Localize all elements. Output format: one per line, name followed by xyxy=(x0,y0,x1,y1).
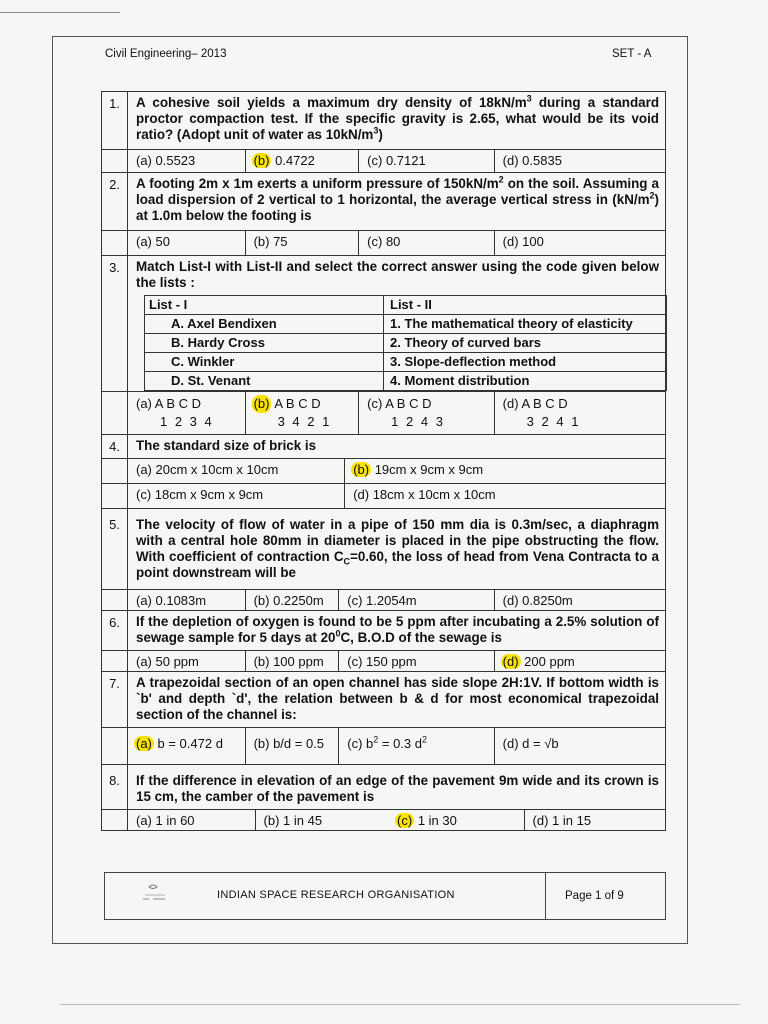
option-a: (a) A B C D 1 2 3 4 xyxy=(128,392,246,434)
question-text: The velocity of flow of water in a pipe of 150 mm dia is 0.3m/sec, a diaphragm with a central hole 80mm in diameter is placed in the pipe obstructing the flow. With coefficient of contraction $C_C=0.60$, the loss of head from Vena Contracta to a point downstream will be xyxy=(128,509,666,590)
option-b: (b) 0.4722 xyxy=(246,150,360,172)
page-number: Page 1 of 9 xyxy=(565,890,624,902)
option-a: (a) b = 0.472 d xyxy=(128,728,246,764)
answer-highlight: (c) xyxy=(397,813,413,828)
header-subject: Civil Engineering– 2013 xyxy=(105,48,227,60)
option-c: (c) 1.2054m xyxy=(339,590,494,610)
question-7 xyxy=(102,672,666,728)
option-c: (c) 0.7121 xyxy=(359,150,495,172)
answer-highlight: (b) xyxy=(253,153,270,168)
question-5 xyxy=(102,509,666,590)
question-number: 6. xyxy=(102,611,128,651)
option-a: (a) 20cm x 10cm x 10cm xyxy=(128,459,345,483)
list-2-item: 3. Slope-deflection method xyxy=(384,353,667,372)
question-number: 5. xyxy=(102,509,128,590)
question-6 xyxy=(102,611,666,651)
option-c: (c) 18cm x 9cm x 9cm xyxy=(128,484,345,508)
list-1-item: A. Axel Bendixen xyxy=(145,315,384,334)
option-a: (a) 1 in 60 xyxy=(128,810,256,830)
answer-highlight: (a) xyxy=(136,736,152,751)
question-4-options-row-2 xyxy=(102,484,666,509)
question-number: 1. xyxy=(102,92,128,150)
option-b: (b) 19cm x 9cm x 9cm xyxy=(353,462,484,477)
question-5-options xyxy=(102,590,666,611)
list-2-item: 1. The mathematical theory of elasticity xyxy=(384,315,667,334)
question-text: If the depletion of oxygen is found to be 5 ppm after incubating a 2.5% solution of sewage sample for 5 days at $20^0C$, B.O.D of the sewage is xyxy=(128,611,666,651)
scan-artifact-line xyxy=(60,1004,740,1005)
option-a: (a) 0.1083m xyxy=(128,590,246,610)
list-2-heading: List - II xyxy=(384,296,667,315)
option-a: (a) 0.5523 xyxy=(128,150,246,172)
option-b: (b) 100 ppm xyxy=(246,651,340,671)
option-d: (d) 0.5835 xyxy=(502,153,562,168)
question-6-options xyxy=(102,651,666,672)
question-text: The standard size of brick is xyxy=(128,435,666,459)
option-d: (d) 18cm x 10cm x 10cm xyxy=(353,487,496,502)
option-a: (a) 50 xyxy=(128,231,246,255)
option-c: (c) 150 ppm xyxy=(339,651,494,671)
scan-artifact-line xyxy=(0,12,120,13)
option-b: (b) 0.2250m xyxy=(246,590,340,610)
question-8-options xyxy=(102,810,666,831)
option-d: (d) 100 xyxy=(502,234,544,249)
question-7-options xyxy=(102,728,666,765)
page-footer xyxy=(104,872,666,920)
match-list-table xyxy=(144,295,667,391)
list-2-item: 2. Theory of curved bars xyxy=(384,334,667,353)
question-1-options xyxy=(102,150,666,173)
option-d: (d) 1 in 15 xyxy=(532,813,592,828)
question-2 xyxy=(102,173,666,231)
option-c: (c) 80 xyxy=(359,231,495,255)
answer-highlight: (b) xyxy=(353,462,370,477)
question-4 xyxy=(102,435,666,459)
list-1-item: B. Hardy Cross xyxy=(145,334,384,353)
question-number: 4. xyxy=(102,435,128,459)
question-text: A cohesive soil yields a maximum dry density of $18kN/m^3$ during a standard proctor compaction test. If the specific gravity is 2.65, what would be its void ratio? (Adopt unit of water as $10kN/m^3$) xyxy=(128,92,666,150)
option-b: (b) A B C D 3 4 2 1 xyxy=(246,392,360,434)
question-2-options xyxy=(102,231,666,256)
option-b: (b) 1 in 45 xyxy=(263,813,323,828)
option-b: (b) b/d = 0.5 xyxy=(246,728,340,764)
question-number: 7. xyxy=(102,672,128,728)
question-number: 8. xyxy=(102,765,128,810)
option-c: (c) 1 in 30 xyxy=(389,810,525,830)
isro-logo-icon xyxy=(135,881,175,911)
question-table xyxy=(101,91,666,831)
question-text: If the difference in elevation of an edge of the pavement 9m wide and its crown is 15 cm, the camber of the pavement is xyxy=(128,765,666,810)
option-d: (d) A B C D 3 2 4 1 xyxy=(502,396,581,429)
question-1 xyxy=(102,92,666,150)
answer-highlight: (d) xyxy=(502,654,519,669)
organisation-name: INDIAN SPACE RESEARCH ORGANISATION xyxy=(217,889,455,901)
option-d: (d) 200 ppm xyxy=(502,654,575,669)
answer-highlight: (b) xyxy=(253,396,270,411)
list-1-item: C. Winkler xyxy=(145,353,384,372)
question-3-options xyxy=(102,392,666,435)
question-text: Match List-I with List-II and select the correct answer using the code given below the lists : xyxy=(136,259,659,290)
footer-divider xyxy=(545,873,546,919)
question-number: 2. xyxy=(102,173,128,231)
question-3 xyxy=(102,256,666,392)
header-set: SET - A xyxy=(612,48,652,60)
option-a: (a) 50 ppm xyxy=(128,651,246,671)
option-b: (b) 75 xyxy=(246,231,360,255)
list-1-heading: List - I xyxy=(145,296,384,315)
question-number: 3. xyxy=(102,256,128,392)
question-4-options-row-1 xyxy=(102,459,666,484)
option-d: (d) 0.8250m xyxy=(502,593,573,608)
option-c: (c) $b^2 = 0.3$ $d^2$ xyxy=(339,728,494,764)
option-c: (c) A B C D 1 2 4 3 xyxy=(359,392,495,434)
list-1-item: D. St. Venant xyxy=(145,372,384,391)
question-8 xyxy=(102,765,666,810)
option-d: (d) d = √b xyxy=(502,736,559,751)
list-2-item: 4. Moment distribution xyxy=(384,372,667,391)
question-text: A footing 2m x 1m exerts a uniform pressure of $150kN/m^2$ on the soil. Assuming a load dispersion of 2 vertical to 1 horizontal, the average vertical stress in $(kN/m^2)$ at 1.0m below the footing is xyxy=(128,173,666,231)
question-text: A trapezoidal section of an open channel has side slope 2H:1V. If bottom width is `b' and depth `d', the relation between b & d for most economical trapezoidal section of the channel is: xyxy=(128,672,666,728)
